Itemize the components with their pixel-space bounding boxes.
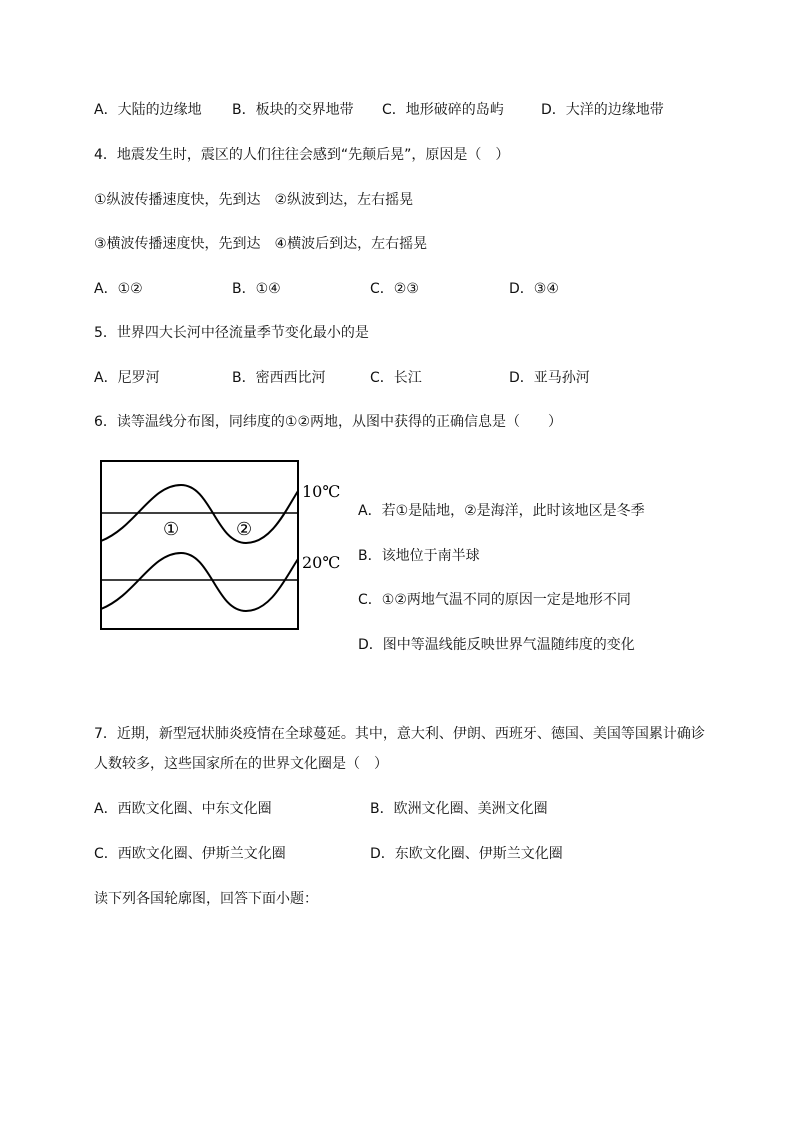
q6-stem: 6．读等温线分布图，同纬度的①②两地，从图中获得的正确信息是（ ） [94, 414, 563, 430]
q6-option-b: B．该地位于南半球 [358, 548, 480, 564]
q5-option-c: C．长江 [370, 370, 422, 386]
q3-option-c: C．地形破碎的岛屿 [382, 102, 504, 118]
q7-stem-line-1: 7．近期，新型冠状肺炎疫情在全球蔓延。其中，意大利、伊朗、西班牙、德国、美国等国累计确诊 [94, 726, 705, 742]
isotherm-20c-label: 20℃ [302, 553, 341, 572]
q4-option-d: D．③④ [509, 281, 559, 297]
q5-option-a: A．尼罗河 [94, 370, 160, 386]
isotherm-20c [101, 553, 298, 611]
isotherm-diagram [96, 455, 346, 635]
q7-option-b: B．欧洲文化圈、美洲文化圈 [370, 801, 548, 817]
map-question-instruction: 读下列各国轮廓图，回答下面小题： [94, 891, 318, 907]
point-1-label: ① [163, 519, 180, 540]
q7-option-a: A．西欧文化圈、中东文化圈 [94, 801, 272, 817]
q6-option-d: D．图中等温线能反映世界气温随纬度的变化 [358, 637, 635, 653]
q4-option-a: A．①② [94, 281, 143, 297]
q6-option-c: C．①②两地气温不同的原因一定是地形不同 [358, 592, 631, 608]
q4-statement-line-1: ①纵波传播速度快，先到达 ②纵波到达，左右摇晃 [94, 192, 414, 208]
q4-statement-line-2: ③横波传播速度快，先到达 ④横波后到达，左右摇晃 [94, 236, 428, 252]
q3-option-b: B．板块的交界地带 [232, 102, 354, 118]
q4-option-b: B．①④ [232, 281, 281, 297]
q3-option-a: A．大陆的边缘地 [94, 102, 202, 118]
q3-option-d: D．大洋的边缘地带 [541, 102, 664, 118]
q5-option-b: B．密西西比河 [232, 370, 326, 386]
diagram-frame [101, 461, 298, 629]
q7-option-d: D．东欧文化圈、伊斯兰文化圈 [370, 846, 563, 862]
q6-option-a: A．若①是陆地，②是海洋，此时该地区是冬季 [358, 503, 645, 519]
isotherm-10c [101, 485, 298, 543]
isotherm-10c-label: 10℃ [302, 482, 341, 501]
q4-stem: 4．地震发生时，震区的人们往往会感到“先颠后晃”，原因是（ ） [94, 147, 510, 163]
q5-option-d: D．亚马孙河 [509, 370, 590, 386]
q4-option-c: C．②③ [370, 281, 419, 297]
q5-stem: 5．世界四大长河中径流量季节变化最小的是 [94, 325, 369, 341]
point-2-label: ② [236, 519, 253, 540]
q7-stem-line-2: 人数较多，这些国家所在的世界文化圈是（ ） [94, 756, 388, 772]
q7-option-c: C．西欧文化圈、伊斯兰文化圈 [94, 846, 286, 862]
